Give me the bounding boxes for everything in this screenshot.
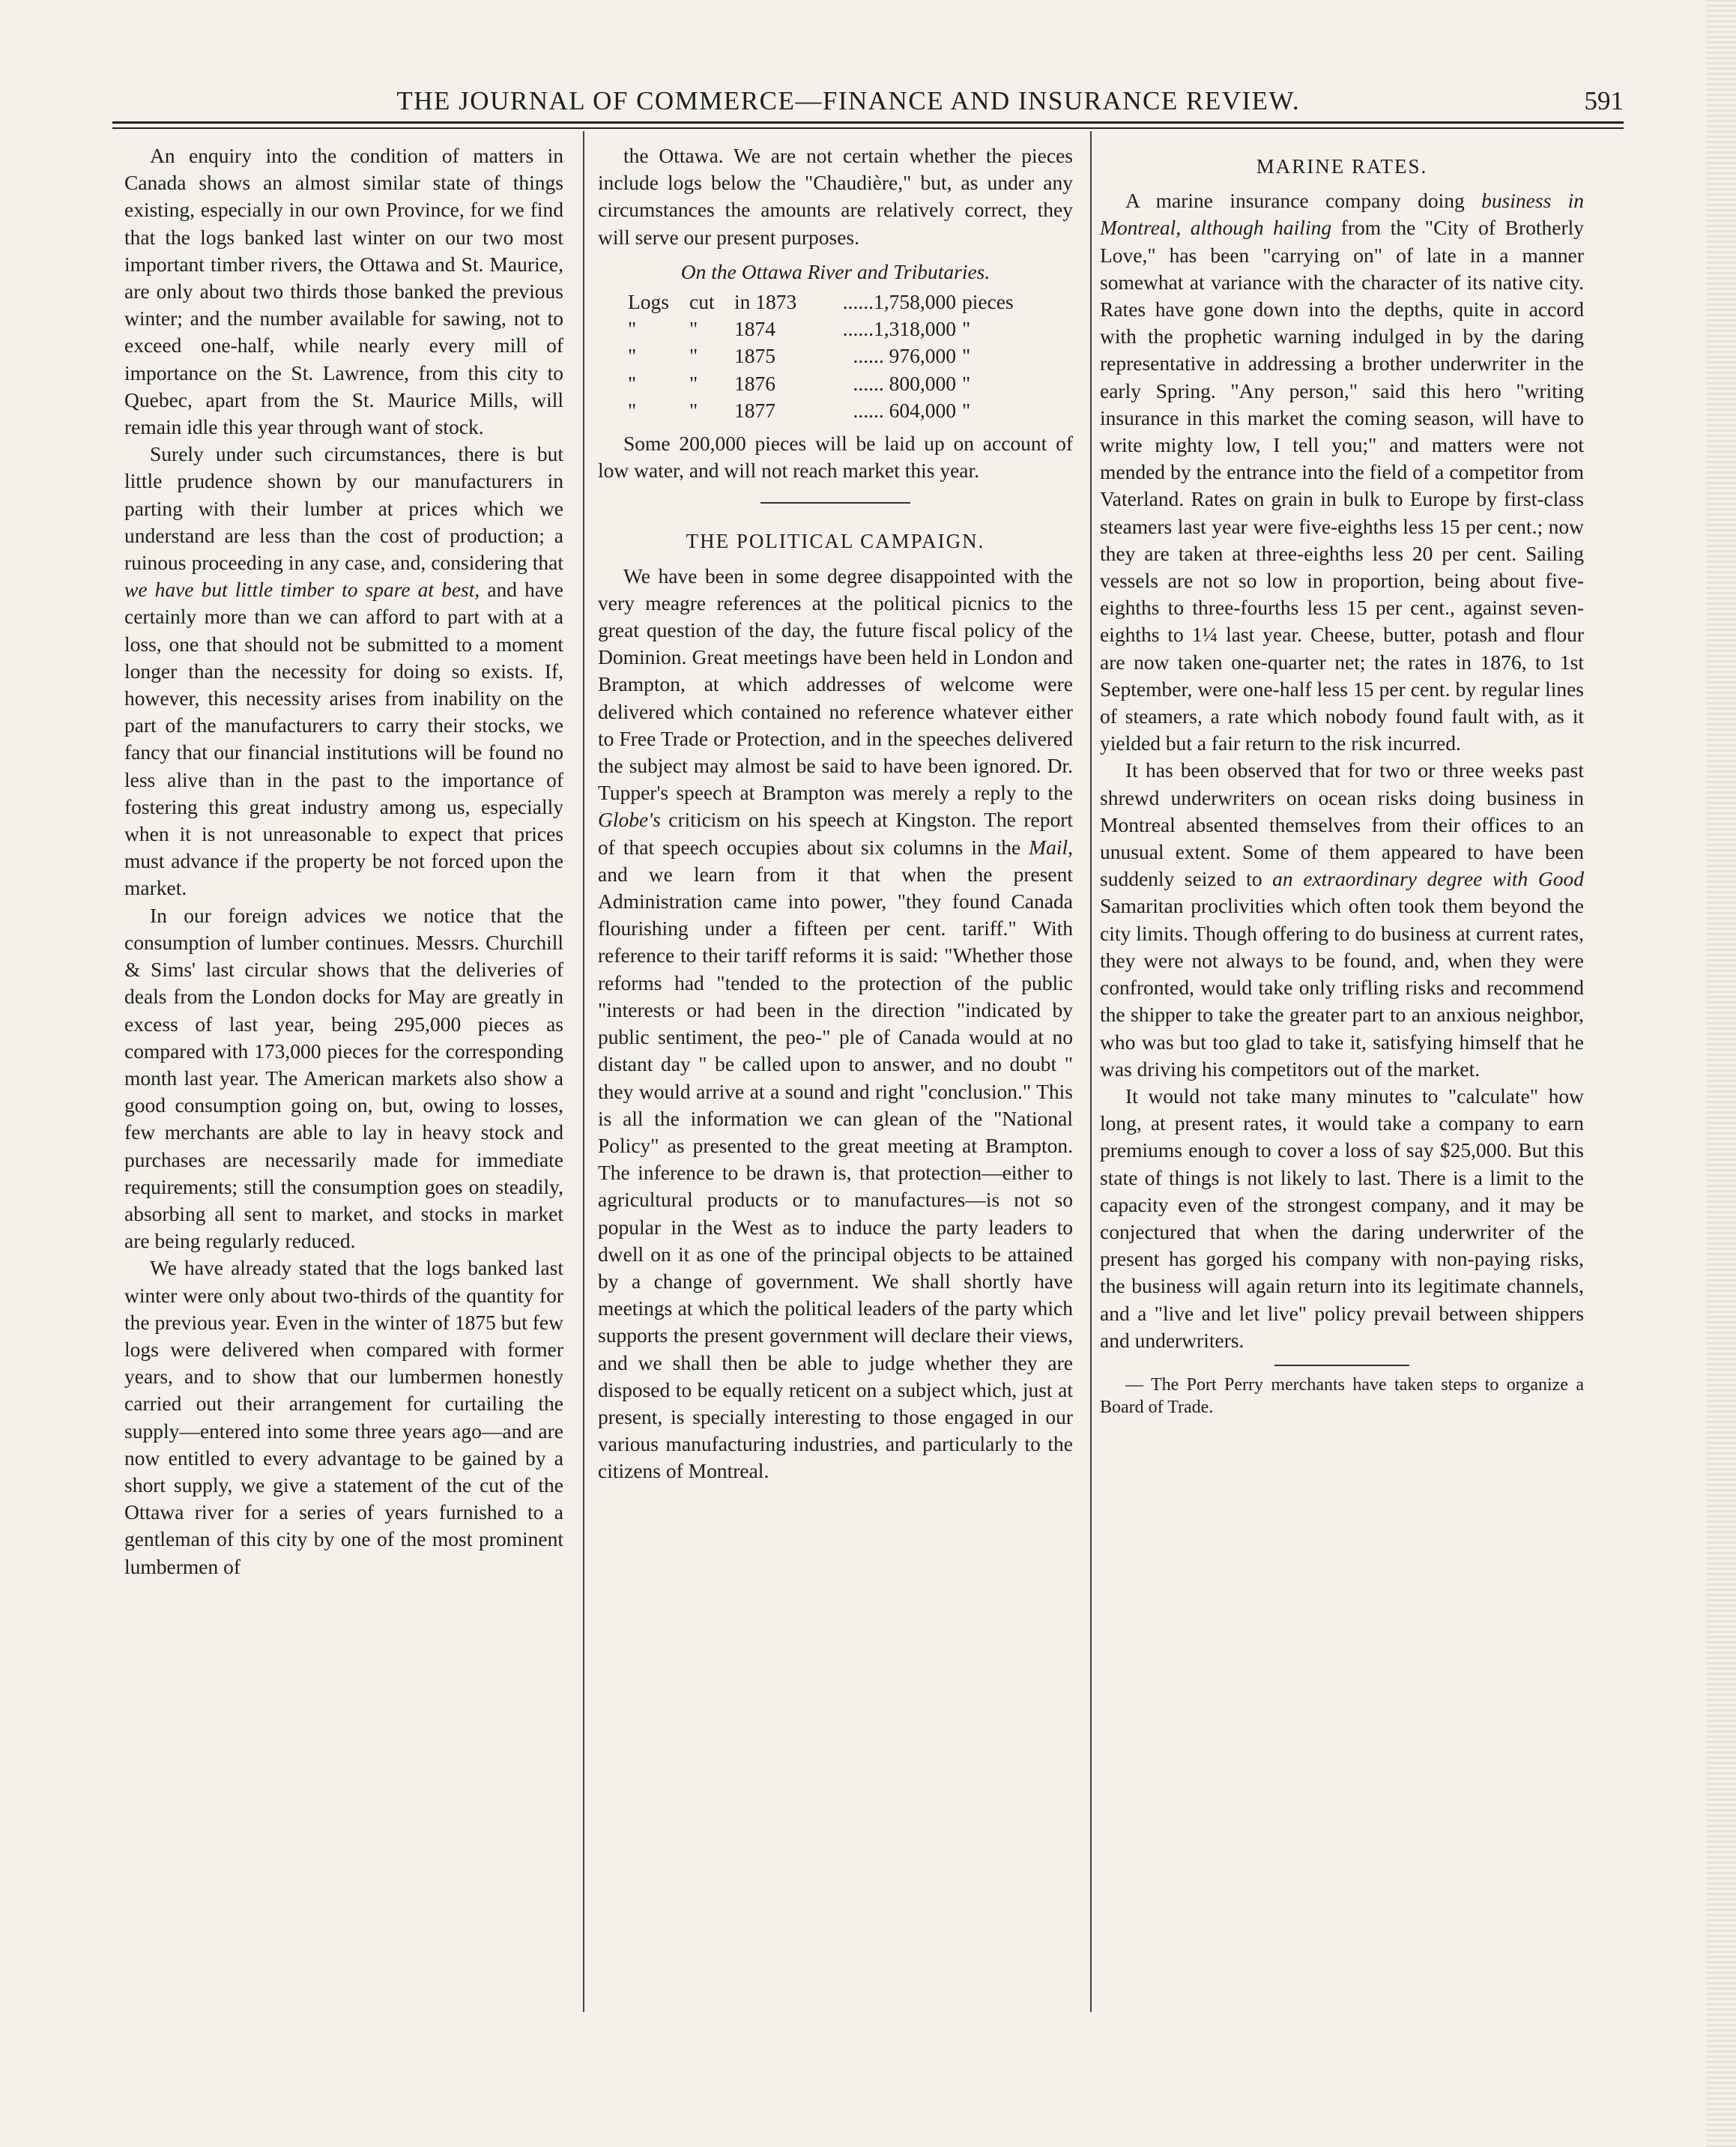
- text-span: and have certainly more than we can afford to part with at a loss, one that should not be submitted to a moment longer than the necessity for doing so exists. If, however, this necessity arises from inability on the part of the manufacturers to carry their stocks, we fancy that our financial institutions will be found no less alive than in the past to the importance of fostering this great industry among us, especially when it is not unreasonable to expect that prices must advance if the property be not forced upon the market.: [124, 578, 563, 900]
- cell: pieces: [962, 290, 1014, 314]
- cell: in 1873: [734, 290, 797, 314]
- political-campaign-heading: THE POLITICAL CAMPAIGN.: [686, 530, 985, 553]
- cell: ": [628, 398, 637, 422]
- column-2: [598, 142, 1073, 1485]
- cell: ": [962, 398, 971, 422]
- logs-row: [628, 397, 1073, 424]
- text-span: A marine insurance company doing: [1125, 189, 1482, 213]
- cell: cut: [689, 290, 715, 314]
- cell: ...... 604,000: [853, 398, 956, 422]
- text-span: and we learn from it that when the present Administration came into power, "they found Canada flourishing under a fifteen per cent. tariff." With reference to their tariff reforms it is said: "Whether those reforms had "tended to the protection of the public "interests or had been in the direction "indicated by public sentiment, the peo-" ple of Canada would at no distant day " be called upon to answer, and no doubt " they would arrive at a sound and right "conclusion." This is all the information we can glean of the "National Policy" as presented to the great meeting at Brampton. The inference to be drawn is, that protection—either to agricultural products or to manufactures—is not so popular in the West as to induce the party leaders to dwell on it as one of the principal objects to be attained by a change of government. We shall shortly have meetings at which the political leaders of the party which supports the present government will declare their views, and we shall then be able to judge whether they are disposed to be equally reticent on a subject which, just at present, is specially interesting to those engaged in our various manufacturing industries, and particularly to the citizens of Montreal.: [598, 862, 1073, 1483]
- marine-paragraph-1: [1100, 187, 1584, 757]
- lumber-paragraph-2: [124, 441, 563, 902]
- cell: 1874: [734, 317, 775, 341]
- italic-span: an extraordinary degree with Good: [1272, 867, 1585, 891]
- journal-title: THE JOURNAL OF COMMERCE—FINANCE AND INSURANCE REVIEW.: [396, 86, 1301, 115]
- header-rule-thin: [112, 127, 1624, 129]
- italic-span: we have but little timber to spare at best,: [124, 578, 480, 602]
- marine-paragraph-3: It would not take many minutes to "calculate" how long, at present rates, it would take a company to earn premiums enough to cover a loss of say $25,000. But this state of things is not likely to last. There is a limit to the capacity even of the strongest company, and it may be conjectured that when the daring underwriter of the present has gorged his company with non-paying risks, the business will again return into its legitimate channels, and a "live and let live" policy prevail between shippers and underwriters.: [1100, 1084, 1584, 1352]
- page-number: 591: [1584, 86, 1624, 115]
- section-divider: [760, 502, 910, 504]
- text-span: criticism on his speech at Kingston. The report of that speech occupies about six columns in the: [598, 808, 1073, 859]
- cell: ": [689, 344, 698, 368]
- lumber-paragraph-4: We have already stated that the logs banked last winter were only about two-thirds of the quantity for the previous year. Even in the winter of 1875 but few logs were delivered when compared with former years, and to show that our lumbermen honestly carried out their arrangement for curtailing the supply—entered into some three years ago—and are now entitled to every advantage to be gained by a short supply, we give a statement of the cut of the Ottawa river for a series of years furnished to a gentleman of this city by one of the most prominent lumbermen of: [124, 1256, 563, 1578]
- low-water-paragraph: Some 200,000 pieces will be laid up on account of low water, and will not reach market this year.: [598, 432, 1073, 483]
- cell: ": [962, 317, 971, 341]
- cell: ": [628, 317, 637, 341]
- cell: 1877: [734, 398, 775, 422]
- column-divider-1: [583, 131, 584, 2012]
- column-divider-2: [1090, 131, 1092, 2012]
- marine-rates-heading: MARINE RATES.: [1256, 155, 1428, 178]
- logs-row: [628, 370, 1073, 397]
- logs-table: [628, 289, 1073, 424]
- cell: ": [689, 371, 698, 395]
- italic-span: business in Montreal, although hailing: [1100, 189, 1584, 240]
- cell: 1876: [734, 371, 775, 395]
- column-3: [1100, 142, 1584, 1419]
- cell: ": [689, 398, 698, 422]
- text-span: Samaritan proclivities which often took them beyond the city limits. Though offering to do business at current rates, they were not always to be found, and, when they were confronted, would take only trifling risks and recommend the shipper to take the greater part to an anxious neighbor, who was but too glad to take it, satisfying himself that he was driving his competitors out of the market.: [1100, 894, 1584, 1081]
- column-1: [124, 142, 563, 1580]
- cell: ......1,318,000: [842, 317, 956, 341]
- page-edge-texture: [1706, 0, 1736, 2147]
- text-span: We have been in some degree disappointed with the very meagre references at the political picnics to the great question of the day, the future fiscal policy of the Dominion. Great meetings have been held in London and Brampton, at which addresses of welcome were delivered which contained no reference whatever either to Free Trade or Protection, and in the speeches delivered the subject may almost be said to have been ignored. Dr. Tupper's speech at Brampton was merely a reply to the: [598, 564, 1073, 805]
- cell: ": [628, 371, 637, 395]
- cell: 1875: [734, 344, 775, 368]
- italic-span: Mail,: [1029, 835, 1073, 859]
- cell: ": [628, 344, 637, 368]
- note-divider: [1274, 1365, 1409, 1366]
- cell: ": [962, 371, 971, 395]
- ottawa-paragraph: the Ottawa. We are not certain whether the pieces include logs below the "Chaudière," but, as under any circumstances the amounts are relatively correct, they will serve our present purposes.: [598, 144, 1073, 249]
- cell: ": [689, 317, 698, 341]
- cell: ": [962, 344, 971, 368]
- marine-paragraph-2: [1100, 757, 1584, 1082]
- political-paragraph: [598, 563, 1073, 1485]
- logs-row: [628, 342, 1073, 369]
- cell: ......1,758,000: [842, 290, 956, 314]
- cell: ...... 800,000: [853, 371, 956, 395]
- text-span: from the "City of Brotherly Love," has been "carrying on" of late in a manner somewhat at variance with the character of its native city. Rates have gone down into the depths, quite in accord with the prophetic warning indulged in by the daring representative in addressing a brother underwriter in the early Spring. "Any person," said this hero "writing insurance in this market the coming season, will have to write mighty low, I tell you;" and matters were not mended by the entrance into the field of a competitor from Vaterland. Rates on grain in bulk to Europe by first-class steamers last year were five-eighths less 15 per cent.; now they are taken at three-eighths less 20 per cent. Sailing vessels are not so low in proportion, being about five-eighths to three-fourths less 15 per cent., against seven-eighths to 1¼ last year. Cheese, butter, potash and flour are now taken one-quarter net; the rates in 1876, to 1st September, were one-half less 15 per cent. by regular lines of steamers, a rate which nobody found fault with, as it yielded but a fair return to the risk incurred.: [1100, 216, 1585, 755]
- italic-span: Globe's: [598, 808, 661, 832]
- cell: Logs: [628, 290, 669, 314]
- logs-row: [628, 289, 1073, 315]
- logs-table-caption: On the Ottawa River and Tributaries.: [680, 259, 991, 283]
- port-perry-note: — The Port Perry merchants have taken steps to organize a Board of Trade.: [1100, 1374, 1584, 1417]
- text-span: It has been observed that for two or three weeks past shrewd underwriters on ocean risks doing business in Montreal absented themselves from their offices to an unusual extent. Some of them appeared to have been suddenly seized to: [1100, 758, 1584, 891]
- lumber-paragraph-1: An enquiry into the condition of matters in Canada shows an almost similar state of things existing, especially in our own Province, for we find that the logs banked last winter on our two most important timber rivers, the Ottawa and St. Maurice, are only about two thirds those banked the previous winter; and the number available for sawing, not to exceed one-half, while nearly every mill of importance on the St. Lawrence, from this city to Quebec, apart from the St. Maurice Mills, will remain idle this year through want of stock.: [124, 144, 563, 439]
- cell: ...... 976,000: [853, 344, 956, 368]
- header-rule-thick: [112, 121, 1624, 124]
- lumber-paragraph-3: In our foreign advices we notice that the consumption of lumber continues. Messrs. Churchill & Sims' last circular shows that the deliveries of deals from the London docks for May are greatly in excess of last year, being 295,000 pieces as compared with 173,000 pieces for the corresponding month last year. The American markets also show a good consumption going on, but, owing to losses, few merchants are able to lay in heavy stock and purchases are necessarily made for immediate requirements; still the consumption goes on steadily, absorbing all sent to market, and stocks in market are being regularly reduced.: [124, 903, 563, 1253]
- logs-row: [628, 315, 1073, 342]
- page-header: [112, 79, 1624, 116]
- text-span: Surely under such circumstances, there is but little prudence shown by our manufacturers in parting with their lumber at prices which we understand are less than the cost of production; a ruinous proceeding in any case, and, considering that: [124, 442, 563, 575]
